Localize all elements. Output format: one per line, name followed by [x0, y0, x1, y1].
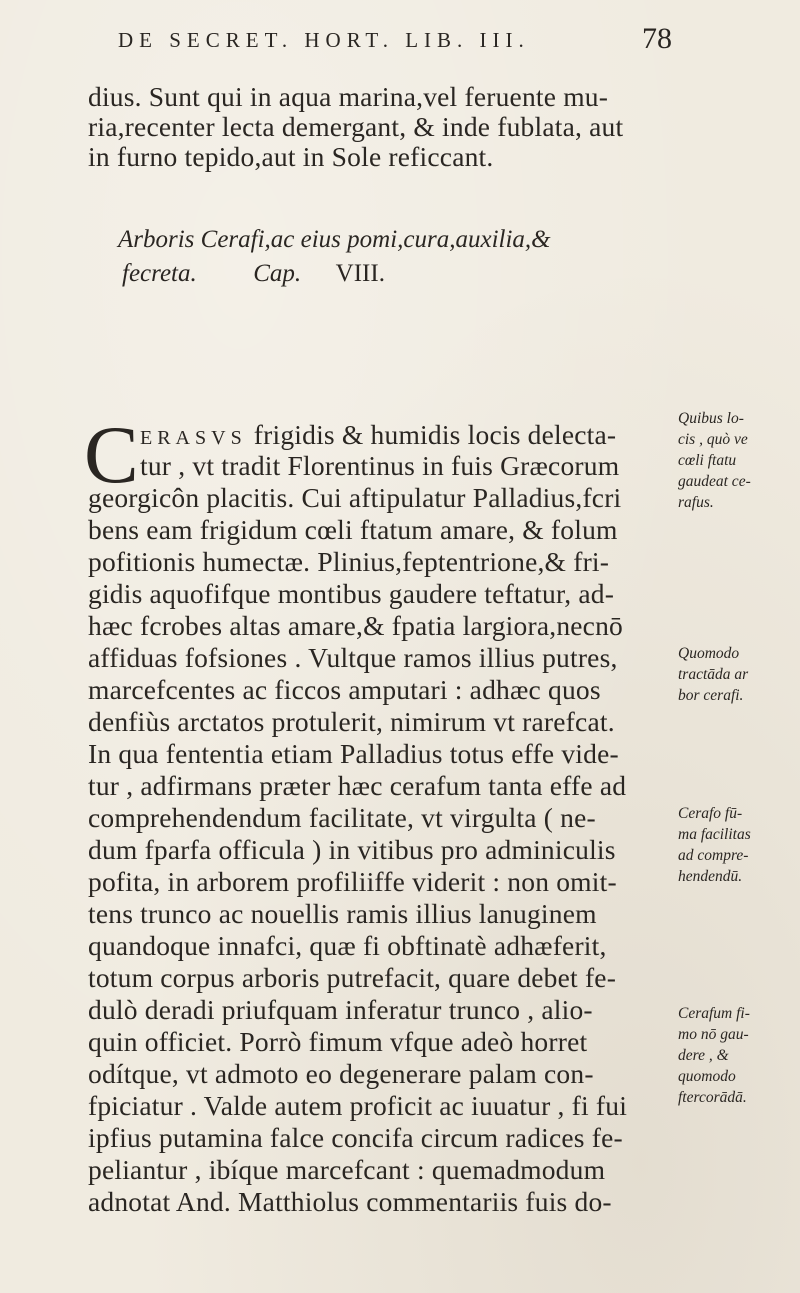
- margin-note-line: gaudeat ce-: [678, 473, 751, 490]
- text-line: pofita, in arborem profiliiffe viderit : non omit-: [88, 866, 617, 897]
- text-line: ipfius putamina falce concifa circum radices fe-: [88, 1122, 623, 1153]
- text-line: tur , vt tradit Florentinus in fuis Græcorum: [140, 450, 620, 481]
- text-line: georgicôn placitis. Cui aftipulatur Palladius,fcri: [88, 482, 622, 513]
- chapter-title-continued: [122, 260, 385, 288]
- margin-note-line: Cerafo fū-: [678, 805, 743, 822]
- margin-note-line: Quibus lo-: [678, 410, 744, 427]
- margin-note-1: [678, 408, 798, 513]
- text-line: denfiùs arctatos protulerit, nimirum vt rarefcat.: [88, 706, 615, 737]
- margin-note-line: ftercorādā.: [678, 1089, 747, 1106]
- text-line: gidis aquofifque montibus gaudere teftatur, ad-: [88, 578, 615, 609]
- first-word-smallcaps: ERASVS: [140, 427, 247, 449]
- text-line: bens eam frigidum cœli ftatum amare, & folum: [88, 514, 618, 545]
- text-line: tur , adfirmans præter hæc cerafum tanta effe ad: [88, 770, 627, 801]
- text-line: tens trunco ac nouellis ramis illius lanuginem: [88, 898, 597, 929]
- text-line: dulò deradi priufquam inferatur trunco , alio-: [88, 994, 593, 1025]
- margin-note-line: hendendū.: [678, 868, 743, 885]
- chapter-title-end: fecreta.: [122, 260, 197, 287]
- text-line: In qua fententia etiam Palladius totus effe vide-: [88, 738, 619, 769]
- margin-note-line: cis , quò ve: [678, 431, 748, 448]
- margin-note-2: [678, 643, 798, 706]
- margin-note-line: quomodo: [678, 1068, 736, 1085]
- text-line: affiduas fofsiones . Vultque ramos illius putres,: [88, 642, 618, 673]
- text-line: ria,recenter lecta demergant, & inde fublata, aut: [88, 111, 624, 142]
- text-line: adnotat And. Matthiolus commentariis fuis do-: [88, 1186, 612, 1217]
- first-text-line: [140, 420, 616, 453]
- text-line: odítque, vt admoto eo degenerare palam con-: [88, 1058, 594, 1089]
- margin-note-3: [678, 803, 798, 887]
- text-line: hæc fcrobes altas amare,& fpatia largiora,necnō: [88, 610, 623, 641]
- first-line-rest: frigidis & humidis locis delecta-: [253, 419, 617, 450]
- chapter-cap-number: VIII.: [335, 260, 385, 287]
- margin-note-line: Quomodo: [678, 645, 740, 662]
- drop-cap: C: [84, 409, 139, 500]
- text-line: pofitionis humectæ. Plinius,feptentrione,& fri-: [88, 546, 610, 577]
- margin-note-line: dere , &: [678, 1047, 729, 1064]
- text-line: fpiciatur . Valde autem proficit ac iuuatur , fi fui: [88, 1090, 628, 1121]
- margin-note-4: [678, 1003, 798, 1108]
- margin-note-line: bor cerafi.: [678, 687, 744, 704]
- text-line: totum corpus arboris putrefacit, quare debet fe-: [88, 962, 617, 993]
- margin-note-line: cœli ftatu: [678, 452, 737, 469]
- chapter-title: Arboris Cerafi,ac eius pomi,cura,auxilia,&: [118, 226, 551, 253]
- text-line: peliantur , ibíque marcefcant : quemadmodum: [88, 1154, 606, 1185]
- page-number: 78: [642, 22, 672, 55]
- margin-note-line: rafus.: [678, 494, 714, 511]
- running-header: DE SECRET. HORT. LIB. III.: [118, 28, 530, 52]
- text-line: dum fparfa officula ) in vitibus pro adminiculis: [88, 834, 616, 865]
- text-line: comprehendendum facilitate, vt virgulta ( ne-: [88, 802, 596, 833]
- margin-note-line: ma facilitas: [678, 826, 751, 843]
- margin-note-line: mo nō gau-: [678, 1026, 749, 1043]
- text-line: in furno tepido,aut in Sole reficcant.: [88, 141, 494, 172]
- margin-note-line: tractāda ar: [678, 666, 749, 683]
- text-line: quin officiet. Porrò fimum vfque adeò horret: [88, 1026, 588, 1057]
- margin-note-line: ad compre-: [678, 847, 749, 864]
- text-line: dius. Sunt qui in aqua marina,vel feruente mu-: [88, 81, 609, 112]
- chapter-cap-label: Cap.: [253, 260, 302, 287]
- margin-note-line: Cerafum fi-: [678, 1005, 750, 1022]
- text-line: quandoque innafci, quæ fi obftinatè adhæferit,: [88, 930, 607, 961]
- text-line: marcefcentes ac ficcos amputari : adhæc quos: [88, 674, 601, 705]
